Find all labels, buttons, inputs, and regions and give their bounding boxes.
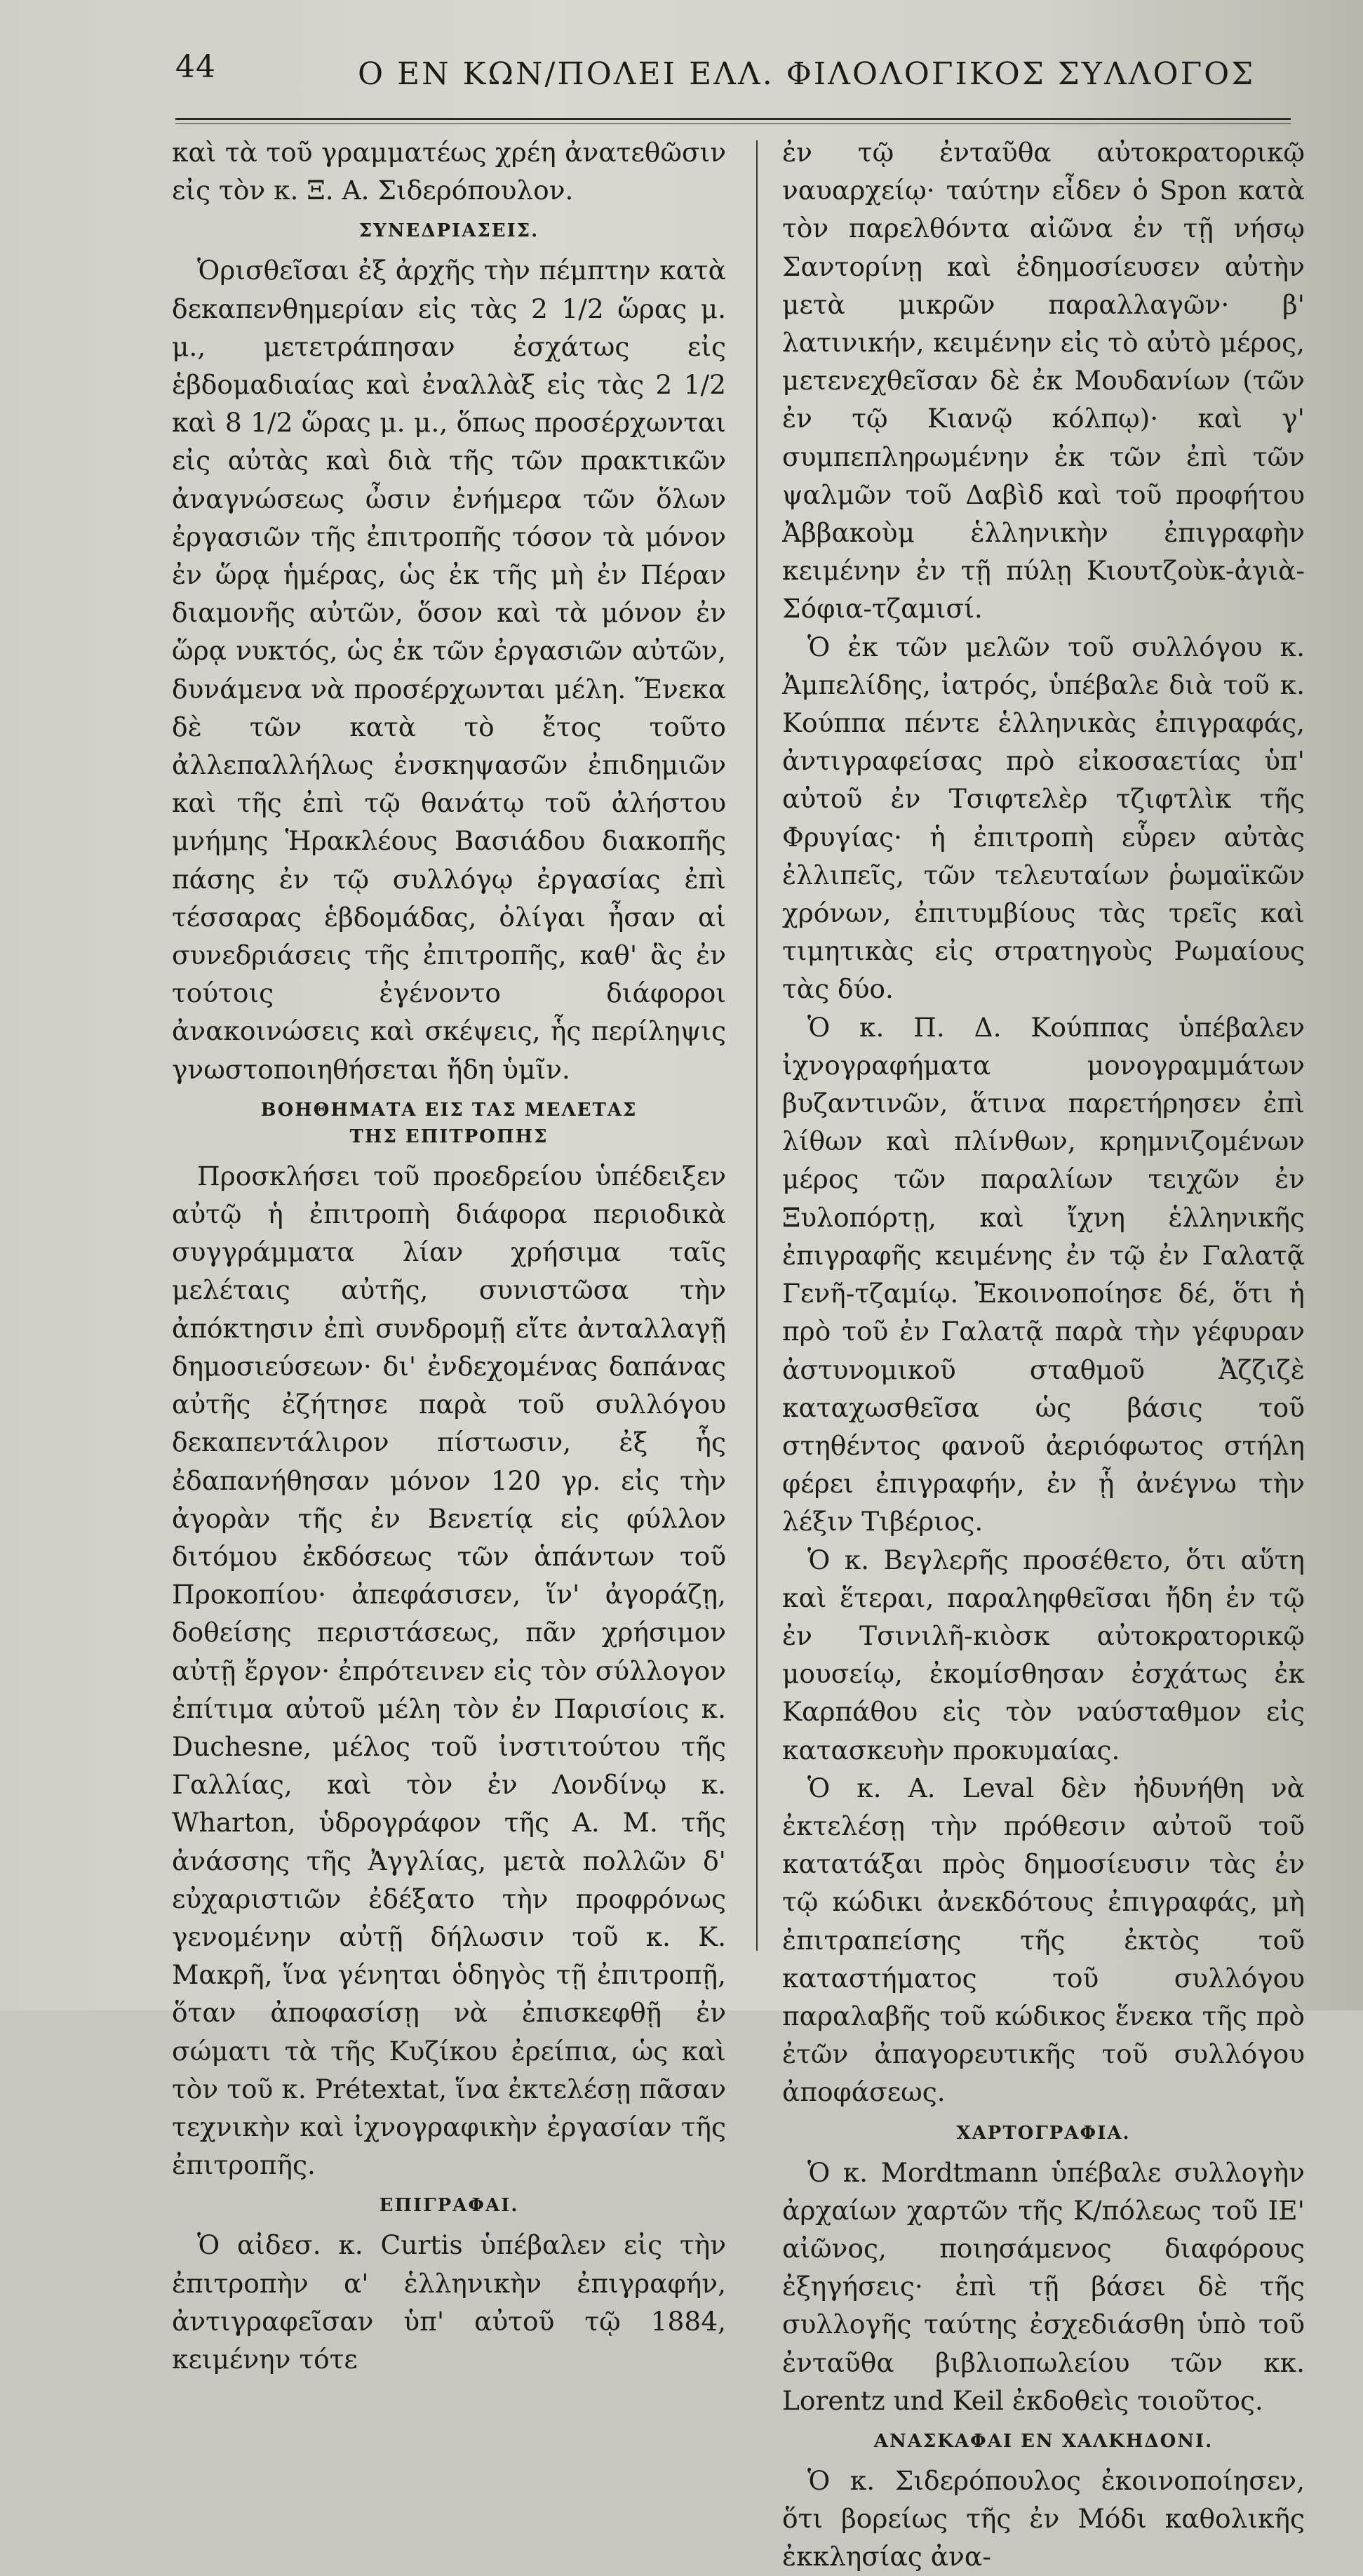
heading-anaskafai: ΑΝΑΣΚΑΦΑΙ ΕΝ ΧΑΛΚΗΔΟΝΙ.	[873, 2430, 1214, 2452]
page-header	[175, 49, 1270, 112]
heading-boithimata	[172, 1097, 726, 1150]
header-rule	[175, 118, 1291, 120]
heading-xartografia: ΧΑΡΤΟΓΡΑΦΙΑ.	[956, 2122, 1131, 2144]
heading-boithimata-line-1: ΒΟΗΘΗΜΑΤΑ ΕΙΣ ΤΑΣ ΜΕΛΕΤΑΣ	[260, 1099, 638, 1121]
paragraph-ampelidis: Ὁ ἐκ τῶν μελῶν τοῦ συλλόγου κ. Ἀμπελίδης, ἰατρός, ὑπέβαλε διὰ τοῦ κ. Κούππα πέντε ἑλληνικὰς ἐπιγραφάς, ἀντιγραφείσας πρὸ εἰκοσαετίας ὑπ' αὐτοῦ ἐν Τσιφτελὲρ τζιφτλὶκ τῆς Φρυγίας· ἡ ἐπιτροπὴ εὗρεν αὐτὰς ἐλλιπεῖς, τῶν τελευταίων ῥωμαϊκῶν χρόνων, ἐπιτυμβίους τὰς τρεῖς καὶ τιμητικὰς εἰς στρατηγοὺς Ρωμαίους τὰς δύο.	[782, 631, 1305, 1005]
heading-epigrafai: ΕΠΙΓΡΑΦΑΙ.	[379, 2195, 519, 2217]
paragraph-sideropoulos: Ὁ κ. Σιδερόπουλος ἐκοινοποίησεν, ὅτι βορείως τῆς ἐν Μόδι καθολικῆς ἐκκλησίας ἀνα-	[782, 2464, 1305, 2572]
paragraph-epigrafai-continued: ἐν τῷ ἐνταῦθα αὐτοκρατορικῷ ναυαρχείῳ· ταύτην εἶδεν ὁ Spon κατὰ τὸν παρελθόντα αἰῶνα ἐν τῇ νήσῳ Σαντορίνῃ καὶ ἐδημοσίευσεν αὐτὴν μετὰ μικρῶν παραλλαγῶν· β' λατινικήν, κειμένην εἰς τὸ αὐτὸ μέρος, μετενεχθεῖσαν δὲ ἐκ Μουδανίων (τῶν ἐν τῷ Κιανῷ κόλπῳ)· καὶ γ' συμπεπληρωμένην ἐκ τῶν ἐπὶ τῶν ψαλμῶν τοῦ Δαβὶδ καὶ τοῦ προφήτου Ἀββακοὺμ ἑλληνικὴν ἐπιγραφὴν κειμένην ἐν τῇ πύλῃ Κιουτζοὺκ-ἀγιὰ-Σόφια-τζαμισί.	[782, 137, 1305, 625]
paragraph-leval: Ὁ κ. Α. Leval δὲν ἠδυνήθη νὰ ἐκτελέσῃ τὴν πρόθεσιν αὐτοῦ τοῦ κατατάξαι πρὸς δημοσίευσιν τὰς ἐν τῷ κώδικι ἀνεκδότους ἐπιγραφάς, μὴ ἐπιτραπείσης τῆς ἐκτὸς τοῦ καταστήματος τοῦ συλλόγου παραλαβῆς τοῦ κώδικος ἕνεκα τῆς πρὸ ἐτῶν ἀπαγορευτικῆς τοῦ συλλόγου ἀποφάσεως.	[782, 1772, 1305, 2108]
paragraph-epigrafai: Ὁ αἰδεσ. κ. Curtis ὑπέβαλεν εἰς τὴν ἐπιτροπὴν α' ἑλληνικὴν ἐπιγραφήν, ἀντιγραφεῖσαν ὑπ' αὐτοῦ τῷ 1884, κειμένην τότε	[172, 2229, 726, 2375]
paragraph-mordtmann: Ὁ κ. Mordtmann ὑπέβαλε συλλογὴν ἀρχαίων χαρτῶν τῆς Κ/πόλεως τοῦ ΙΕ' αἰῶνος, ποιησάμενος διαφόρους ἐξηγήσεις· ἐπὶ τῇ βάσει δὲ τῆς συλλογῆς ταύτης ἐσχεδιάσθη ὑπὸ τοῦ ἐνταῦθα βιβλιοπωλείου τῶν κκ. Lorentz und Keil ἐκδοθεὶς τοιοῦτος.	[782, 2156, 1305, 2416]
paragraph-synedriaseis: Ὁρισθεῖσαι ἐξ ἀρχῆς τὴν πέμπτην κατὰ δεκαπενθημερίαν εἰς τὰς 2 1/2 ὥρας μ. μ., μετετράπησαν ἐσχάτως εἰς ἑβδομαδιαίας καὶ ἐναλλὰξ εἰς τὰς 2 1/2 καὶ 8 1/2 ὥρας μ. μ., ὅπως προσέρχωνται εἰς αὐτὰς καὶ διὰ τῆς τῶν πρακτικῶν ἀναγνώσεως ὦσιν ἐνήμερα τῶν ὅλων ἐργασιῶν τῆς ἐπιτροπῆς τόσον τὰ μόνον ἐν ὥρᾳ ἡμέρας, ὡς ἐκ τῆς μὴ ἐν Πέραν διαμονῆς αὐτῶν, ὅσον καὶ τὰ μόνον ἐν ὥρᾳ νυκτός, ὡς ἐκ τῶν ἐργασιῶν αὐτῶν, δυνάμενα νὰ προσέρχωνται μέλη. Ἕνεκα δὲ τῶν κατὰ τὸ ἔτος τοῦτο ἀλλεπαλλήλως ἐνσκηψασῶν ἐπιδημιῶν καὶ τῆς ἐπὶ τῷ θανάτῳ τοῦ ἀλήστου μνήμης Ἡρακλέους Βασιάδου διακοπῆς πάσης ἐν τῷ συλλόγῳ ἐργασίας ἐπὶ τέσσαρας ἑβδομάδας, ὀλίγαι ἦσαν αἱ συνεδριάσεις τῆς ἐπιτροπῆς, καθ' ἃς ἐν τούτοις ἐγένοντο διάφοροι ἀνακοινώσεις καὶ σκέψεις, ἧς περίληψις γνωστοποιηθήσεται ἤδη ὑμῖν.	[172, 255, 726, 1085]
right-column	[782, 133, 1305, 2576]
paragraph-boithimata: Προσκλήσει τοῦ προεδρείου ὑπέδειξεν αὐτῷ ἡ ἐπιτροπὴ διάφορα περιοδικὰ συγγράμματα λίαν χρήσιμα ταῖς μελέταις αὐτῆς, συνιστῶσα τὴν ἀπόκτησιν ἐπὶ συνδρομῇ εἴτε ἀνταλλαγῇ δημοσιεύσεων· δι' ἐνδεχομένας δαπάνας αὐτῆς ἐζήτησε παρὰ τοῦ συλλόγου δεκαπεντάλιρον πίστωσιν, ἐξ ἧς ἐδαπανήθησαν μόνον 120 γρ. εἰς τὴν ἀγορὰν τῆς ἐν Βενετίᾳ εἰς φύλλον διτόμου ἐκδόσεως τῶν ἁπάντων τοῦ Προκοπίου· ἀπεφάσισεν, ἵν' ἀγοράζῃ, δοθείσης περιστάσεως, πᾶν χρήσιμον αὐτῇ ἔργον· ἐπρότεινεν εἰς τὸν σύλλογον ἐπίτιμα αὐτοῦ μέλη τὸν ἐν Παρισίοις κ. Duchesne, μέλος τοῦ ἰνστιτούτου τῆς Γαλλίας, καὶ τὸν ἐν Λονδίνῳ κ. Wharton, ὑδρογράφον τῆς Α. Μ. τῆς ἀνάσσης τῆς Ἀγγλίας, μετὰ πολλῶν δ' εὐχαριστιῶν ἐδέξατο τὴν προφρόνως γενομένην αὐτῇ δήλωσιν τοῦ κ. Κ. Μακρῆ, ἵνα γένηται ὁδηγὸς τῇ ἐπιτροπῇ, ὅταν ἀποφασίσῃ νὰ ἐπισκεφθῇ ἐν σώματι τὰ τῆς Κυζίκου ἐρείπια, ὡς καὶ τὸν τοῦ κ. Prétextat, ἵνα ἐκτελέσῃ πᾶσαν τεχνικὴν καὶ ἰχνογραφικὴν ἐργασίαν τῆς ἐπιτροπῆς.	[172, 1160, 726, 2181]
page-number: 44	[175, 49, 216, 85]
opening-paragraph: καὶ τὰ τοῦ γραμματέως χρέη ἀνατεθῶσιν εἰς τὸν κ. Ξ. Α. Σιδερόπουλον.	[172, 137, 726, 206]
paragraph-kouppas: Ὁ κ. Π. Δ. Κούππας ὑπέβαλεν ἰχνογραφήματα μονογραμμάτων βυζαντινῶν, ἅτινα παρετήρησεν ἐπὶ λίθων καὶ πλίνθων, κρημνιζομένων μέρος τῶν παραλίων τειχῶν ἐν Ξυλοπόρτῃ, καὶ ἴχνη ἑλληνικῆς ἐπιγραφῆς κειμένης ἐν τῷ ἐν Γαλατᾷ Γενῆ-τζαμίῳ. Ἐκοινοποίησε δέ, ὅτι ἡ πρὸ τοῦ ἐν Γαλατᾷ παρὰ τὴν γέφυραν ἀστυνομικοῦ σταθμοῦ Ἀζζιζὲ καταχωσθεῖσα ὡς βάσις τοῦ στηθέντος φανοῦ ἀεριόφωτος στήλη φέρει ἐπιγραφήν, ἐν ᾗ ἀνέγνω τὴν λέξιν Τιβέριος.	[782, 1011, 1305, 1537]
heading-synedriaseis: ΣΥΝΕΔΡΙΑΣΕΙΣ.	[358, 220, 539, 242]
heading-boithimata-line-2: ΤΗΣ ΕΠΙΤΡΟΠΗΣ	[349, 1126, 549, 1147]
running-title: Ο ΕΝ ΚΩΝ/ΠΟΛΕΙ ΕΛΛ. ΦΙΛΟΛΟΓΙΚΟΣ ΣΥΛΛΟΓΟΣ	[358, 56, 1256, 92]
column-divider	[756, 140, 758, 1951]
left-column	[172, 133, 726, 2378]
paragraph-veglerhs: Ὁ κ. Βεγλερῆς προσέθετο, ὅτι αὕτη καὶ ἕτεραι, παραληφθεῖσαι ἤδη ἐν τῷ ἐν Τσινιλῆ-κιὸσκ αὐτοκρατορικῷ μουσείῳ, ἐκομίσθησαν ἐσχάτως ἐκ Καρπάθου εἰς τὸν ναύσταθμον εἰς κατασκευὴν προκυμαίας.	[782, 1544, 1305, 1766]
